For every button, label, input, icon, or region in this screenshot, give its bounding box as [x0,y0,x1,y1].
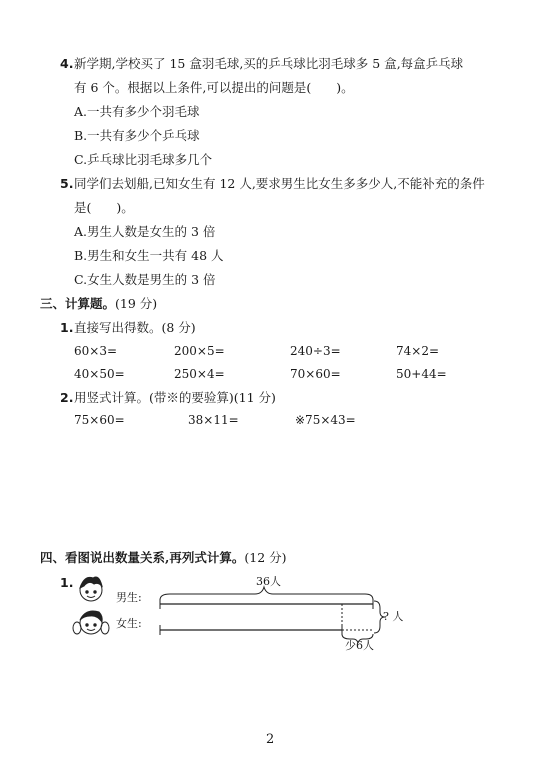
vertical-calc-item: ※75×43= [295,413,356,427]
boys-label: 男生: [116,591,142,604]
vertical-calc-item: 75×60= [74,413,125,427]
section3-points: (19 分) [115,296,158,311]
section4-q1-number: 1. [60,575,74,590]
q4-option-c: C.乒乓球比羽毛球多几个 [74,152,213,167]
section3-part2-number: 2. [60,390,74,405]
boy-face-icon [80,577,102,601]
calc-item: 40×50= [74,367,125,381]
q4-text-line1: 新学期,学校买了 15 盒羽毛球,买的乒乓球比羽毛球多 5 盒,每盒乒乓球 [74,56,464,71]
question-label: ? 人 [383,610,404,623]
q4-option-b: B.一共有多少个乒乓球 [74,128,200,143]
girls-label: 女生: [116,617,142,630]
q5-text-line2: 是( )。 [74,200,134,215]
calc-item: 50+44= [396,367,447,381]
section4-title: 四、看图说出数量关系,再列式计算。 [40,550,245,565]
calc-item: 200×5= [174,344,225,358]
page-number: 2 [266,732,275,747]
section3-part2-title: 用竖式计算。(带※的要验算)(11 分) [74,390,276,405]
section3-title: 三、计算题。 [40,296,116,311]
section4-points: (12 分) [244,550,287,565]
calc-item: 70×60= [290,367,341,381]
calc-item: 250×4= [174,367,225,381]
total-brace [160,587,373,600]
calc-item: 74×2= [396,344,440,358]
section4-heading [40,552,287,565]
q4-number: 4. [60,56,74,71]
total-label: 36人 [256,575,281,588]
q5-number: 5. [60,176,74,191]
q4-text-line2: 有 6 个。根据以上条件,可以提出的问题是( )。 [74,80,354,95]
q5-option-b: B.男生和女生一共有 48 人 [74,248,224,263]
calc-item: 240÷3= [290,344,341,358]
q5-text-line1: 同学们去划船,已知女生有 12 人,要求男生比女生多多少人,不能补充的条件 [74,176,485,191]
less-label: 少6人 [345,639,374,652]
girl-face-icon [73,611,109,634]
q5-option-a: A.男生人数是女生的 3 倍 [74,224,216,239]
section3-part1-number: 1. [60,320,74,335]
q5-option-c: C.女生人数是男生的 3 倍 [74,272,216,287]
section3-part1-title: 直接写出得数。(8 分) [74,320,196,335]
section3-heading [40,298,157,311]
q4-option-a: A.一共有多少个羽毛球 [74,104,200,119]
vertical-calc-item: 38×11= [188,413,239,427]
calc-item: 60×3= [74,344,118,358]
